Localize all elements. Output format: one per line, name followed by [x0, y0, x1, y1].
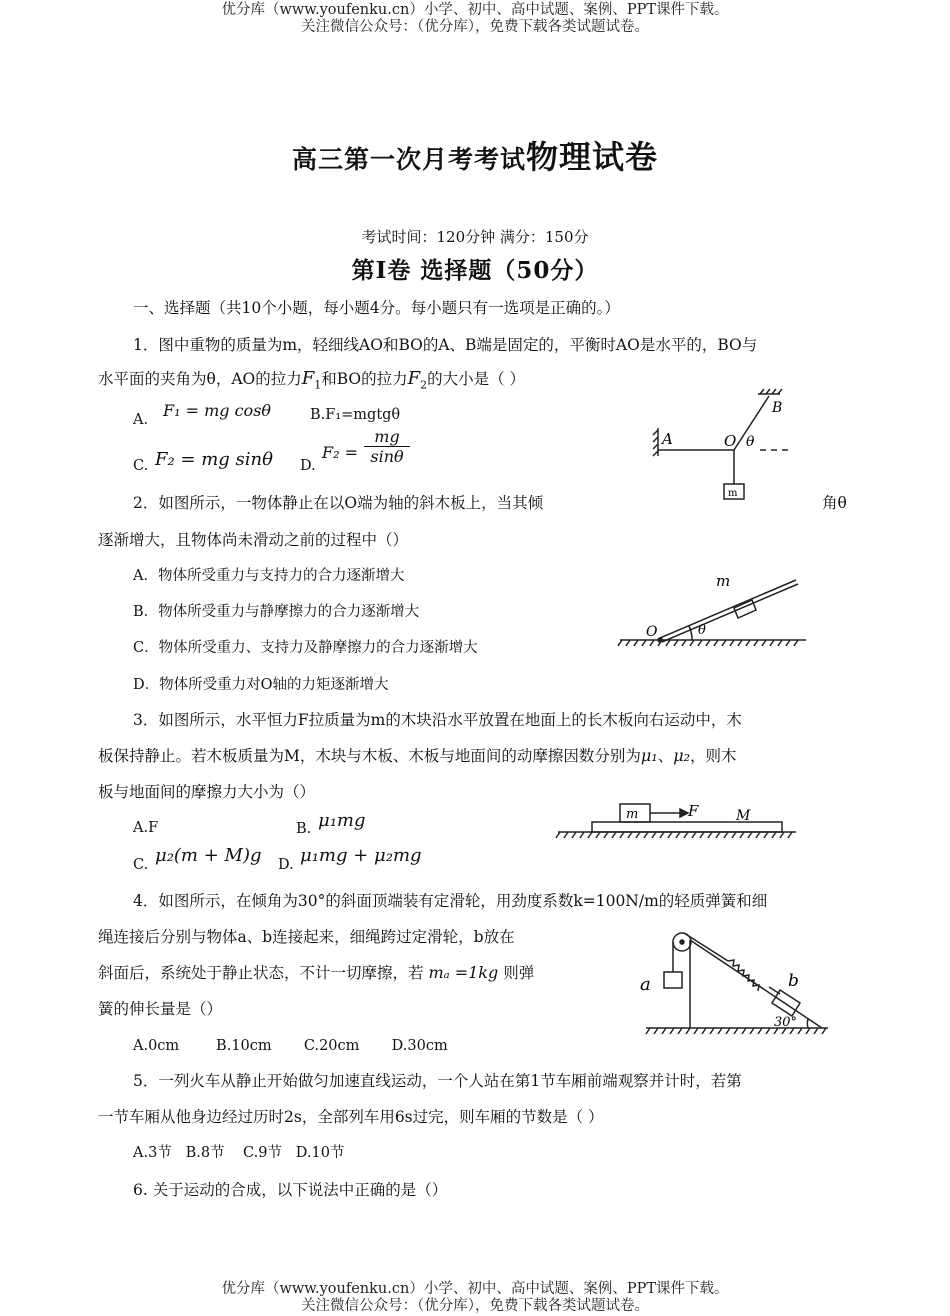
q3-option-c: μ₂(m + M)g: [155, 845, 262, 866]
q1-f2: [407, 368, 428, 392]
q1-option-d-num: mg: [364, 428, 410, 447]
q4-block-b: [772, 990, 800, 1016]
q3-ground-hatch: [556, 832, 792, 838]
q2-label-o: O: [646, 624, 658, 640]
page-title: [0, 132, 950, 178]
q1-option-c: F₂ = mg sinθ: [155, 449, 273, 470]
q1-figure: [648, 388, 858, 508]
q1-line-2b: 和BO的拉力: [321, 370, 408, 388]
footer-line-1: 优分库（www.youfenku.cn）小学、初中、高中试题、案例、PPT课件下载。: [221, 1281, 729, 1297]
q2-figure: [616, 570, 816, 652]
q4-figure: [640, 928, 840, 1038]
q2-board-bottom: [662, 584, 798, 642]
q3-option-b-label: B.: [296, 821, 312, 837]
q4-block-a: [664, 972, 682, 988]
q3-line-1: 3．如图所示，水平恒力F拉质量为m的木块沿水平放置在地面上的长木板向右运动中，木: [133, 711, 742, 729]
q2-line-1-end: 角θ: [822, 494, 847, 512]
q3-separator: 、: [657, 747, 674, 765]
q2-option-c: C．物体所受重力、支持力及静摩擦力的合力逐渐增大: [133, 640, 478, 656]
q1-option-a-label: A．: [133, 412, 158, 428]
q3-label-m: m: [626, 807, 639, 822]
q4-line-2: 绳连接后分别与物体a、b连接起来，细绳跨过定滑轮，b放在: [98, 928, 515, 946]
q2-label-m: m: [716, 572, 731, 590]
q3-figure: [556, 800, 806, 850]
q1-label-a: A: [662, 430, 673, 448]
q1-option-d-label: D.: [300, 458, 316, 474]
q4-line-4: 簧的伸长量是（）: [98, 1000, 223, 1018]
q1-option-d-den: sinθ: [370, 447, 404, 466]
q4-label-b: b: [788, 971, 799, 991]
q1-option-d-lhs: F₂ =: [322, 443, 359, 462]
q3-option-d-label: D.: [278, 857, 294, 873]
q2-option-a: A．物体所受重力与支持力的合力逐渐增大: [133, 568, 405, 584]
q2-option-d: D．物体所受重力对O轴的力矩逐渐增大: [133, 677, 389, 693]
q3-force-arrow: [680, 809, 688, 817]
q3-line-2: [98, 745, 737, 767]
header-line-1: 优分库（www.youfenku.cn）小学、初中、高中试题、案例、PPT课件下载。: [221, 2, 729, 18]
q4-angle-arc: [807, 1019, 808, 1028]
q2-line-2: 逐渐增大，且物体尚未滑动之前的过程中（）: [98, 531, 409, 549]
q5-line-2: 一节车厢从他身边经过历时2s，全部列车用6s过完，则车厢的节数是（ ）: [98, 1108, 604, 1126]
q4-options: A.0cm B.10cm C.20cm D.30cm: [133, 1038, 448, 1054]
q3-label-big-m: M: [736, 808, 751, 824]
q3-label-f: F: [688, 802, 699, 820]
q1-f2-sub: 2: [420, 378, 428, 392]
q3-option-b: μ₁mg: [318, 810, 366, 831]
q3-line-2b: ，则木: [690, 747, 737, 765]
q1-f1-letter: F: [301, 368, 315, 389]
q4-line-1: 4．如图所示，在倾角为30°的斜面顶端装有定滑轮，用劲度系数k=100N/m的轻质弹簧和细: [133, 892, 768, 910]
q1-f1-sub: 1: [314, 378, 322, 392]
q2-label-theta: θ: [698, 623, 706, 638]
q4-line-3: [98, 962, 534, 984]
q1-option-d-fraction: [364, 428, 410, 467]
q4-label-a: a: [640, 974, 651, 995]
q2-option-b: B．物体所受重力与静摩擦力的合力逐渐增大: [133, 604, 420, 620]
q3-line-3: 板与地面间的摩擦力大小为（）: [98, 783, 316, 801]
q2-ground-hatch: [618, 640, 798, 646]
q1-line-2: [98, 368, 525, 397]
q3-option-d: μ₁mg + μ₂mg: [300, 845, 422, 866]
q1-option-a: F₁ = mg cosθ: [163, 401, 272, 420]
q4-mass-a: mₐ =1kg: [428, 963, 499, 982]
q4-ground-hatch: [646, 1028, 826, 1034]
q1-line-2c: 的大小是（ ）: [427, 370, 526, 388]
q1-label-b: B: [772, 400, 783, 416]
q1-option-b: B.F₁=mgtgθ: [310, 407, 401, 423]
q1-line-2a: 水平面的夹角为θ，AO的拉力: [98, 370, 302, 388]
q4-line-3b: 则弹: [503, 964, 535, 982]
section-title: 第Ⅰ卷 选择题（50分）: [351, 257, 599, 284]
title-part-2: 物理试卷: [526, 138, 659, 176]
q4-spring: [728, 960, 759, 991]
q3-option-c-label: C.: [133, 857, 149, 873]
q5-line-1: 5．一列火车从静止开始做匀加速直线运动，一个人站在第1节车厢前端观察并计时，若第: [133, 1072, 742, 1090]
q3-board: [592, 822, 782, 832]
q4-incline: [690, 940, 822, 1028]
q1-line-1: 1．图中重物的质量为m，轻细线AO和BO的A、B端是固定的，平衡时AO是水平的，BO与: [133, 336, 758, 354]
q1-f1: [301, 368, 322, 392]
q1-label-o: O: [724, 432, 737, 450]
q1-label-m: m: [728, 488, 738, 499]
q4-line-3a: 斜面后，系统处于静止状态，不计一切摩擦，若: [98, 964, 424, 982]
q3-mu2: μ₂: [673, 746, 691, 765]
title-part-1: 高三第一次月考考试: [291, 145, 526, 174]
header-line-2: 关注微信公众号：（优分库），免费下载各类试题试卷。: [301, 19, 649, 35]
exam-info: 考试时间：120分钟 满分：150分: [361, 228, 589, 246]
q1-label-theta: θ: [746, 434, 755, 450]
q5-options: A.3节 B.8节 C.9节 D.10节: [133, 1145, 345, 1161]
footer-line-2: 关注微信公众号：（优分库），免费下载各类试题试卷。: [301, 1298, 649, 1314]
q2-pivot: [658, 638, 662, 642]
q3-mu1: μ₁: [640, 746, 658, 765]
q3-option-a: A.F: [133, 820, 159, 836]
q4-pulley-axle: [680, 940, 684, 944]
q1-option-c-label: C.: [133, 458, 149, 474]
q3-line-2a: 板保持静止。若木板质量为M，木块与木板、木板与地面间的动摩擦因数分别为: [98, 747, 641, 765]
instruction: 一、选择题（共10个小题，每小题4分。每小题只有一选项是正确的。）: [133, 299, 620, 317]
q1-f2-letter: F: [407, 368, 421, 389]
q6-line-1: 6. 关于运动的合成，以下说法中正确的是（）: [133, 1181, 448, 1199]
q2-line-1: 2．如图所示，一物体静止在以O端为轴的斜木板上，当其倾: [133, 494, 544, 512]
q2-block: [734, 600, 756, 618]
q4-label-angle: 30°: [774, 1015, 798, 1030]
q2-angle-arc: [689, 626, 692, 640]
